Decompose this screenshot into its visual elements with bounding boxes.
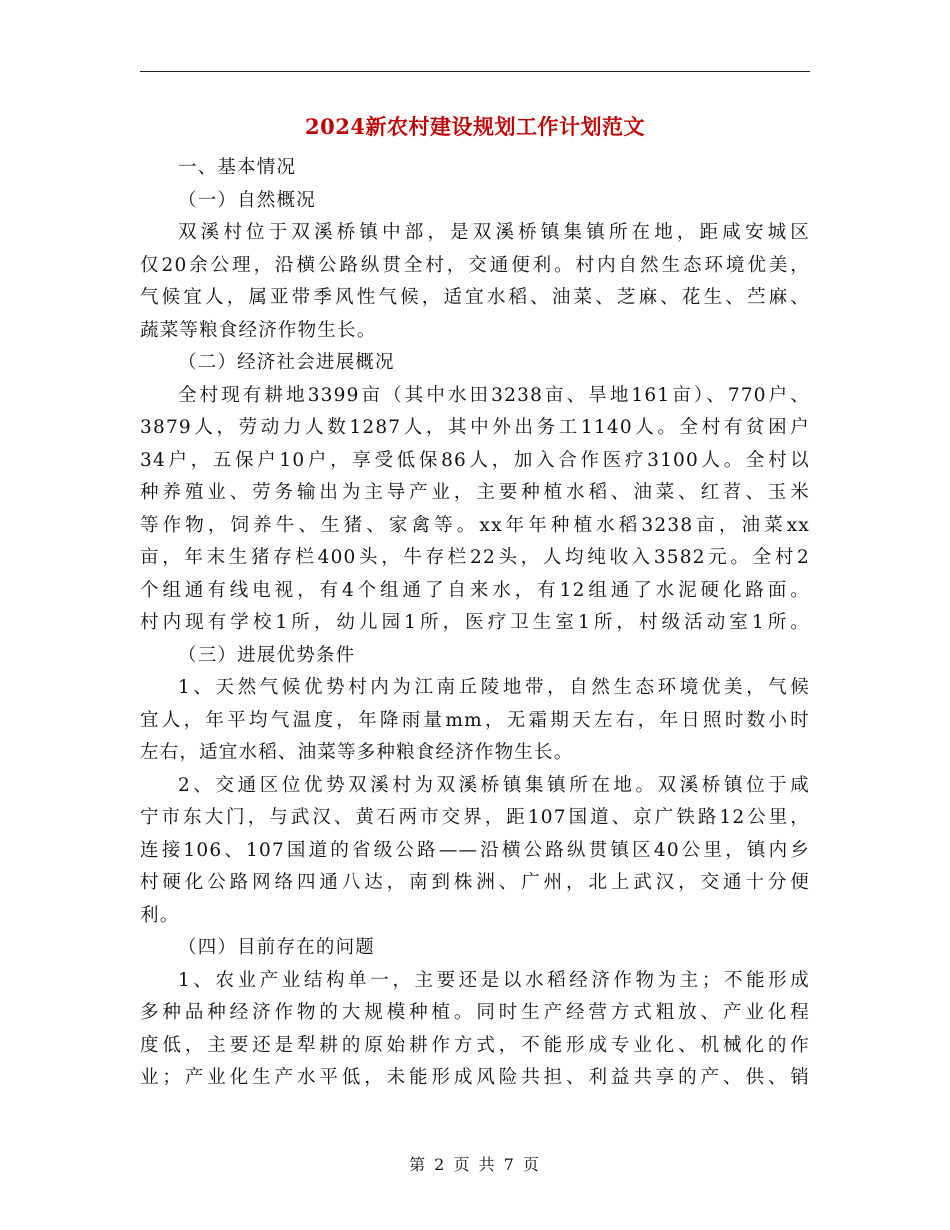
text-line: 双溪村位于双溪桥镇中部，是双溪桥镇集镇所在地，距咸安城区 [178, 222, 810, 243]
page-footer: 第 2 页 共 7 页 [409, 1155, 541, 1174]
text-line: （三）进展优势条件 [178, 644, 356, 666]
document-title: 2024新农村建设规划工作计划范文 [305, 114, 645, 139]
text-line: 蔬菜等粮食经济作物生长。 [140, 319, 377, 341]
text-line: （四）目前存在的问题 [178, 937, 376, 958]
text-line: 气候宜人，属亚带季风性气候，适宜水稻、油菜、芝麻、花生、苎麻、 [140, 287, 810, 308]
text-line: 1、天然气候优势村内为江南丘陵地带，自然生态环境优美，气候 [178, 677, 810, 698]
text-line: 1、农业产业结构单一，主要还是以水稻经济作物为主；不能形成 [178, 969, 810, 991]
text-line: 全村现有耕地3399亩（其中水田3238亩、旱地161亩）、770户、 [178, 384, 810, 406]
header-rule [140, 71, 810, 72]
text-line: 村内现有学校1所，幼儿园1所，医疗卫生室1所，村级活动室1所。 [140, 612, 810, 633]
text-line: （一）自然概况 [178, 189, 316, 211]
text-line: 亩，年末生猪存栏400头，牛存栏22头，人均纯收入3582元。全村2 [140, 547, 810, 568]
text-line: 度低，主要还是犁耕的原始耕作方式，不能形成专业化、机械化的作 [140, 1034, 810, 1056]
text-line: 3879人，劳动力人数1287人，其中外出务工1140人。全村有贫困户 [140, 417, 810, 438]
text-line: 种养殖业、劳务输出为主导产业，主要种植水稻、油菜、红苕、玉米 [140, 482, 810, 503]
text-line: 连接106、107国道的省级公路——沿横公路纵贯镇区40公里，镇内乡 [140, 839, 810, 861]
text-line: 宁市东大门，与武汉、黄石两市交界，距107国道、京广铁路12公里， [140, 807, 810, 828]
text-line: 利。 [140, 904, 180, 926]
text-line: 2、交通区位优势双溪村为双溪桥镇集镇所在地。双溪桥镇位于咸 [178, 774, 810, 796]
text-line: 左右，适宜水稻、油菜等多种粮食经济作物生长。 [140, 742, 574, 763]
text-line: 个组通有线电视，有4个组通了自来水，有12组通了水泥硬化路面。 [140, 579, 810, 601]
text-line: 一、基本情况 [178, 157, 297, 178]
text-line: 等作物，饲养牛、生猪、家禽等。xx年年种植水稻3238亩，油菜xx [140, 514, 810, 536]
text-line: 宜人，年平均气温度，年降雨量mm，无霜期天左右，年日照时数小时 [140, 709, 810, 731]
text-line: 业；产业化生产水平低，未能形成风险共担、利益共享的产、供、销 [140, 1067, 810, 1088]
text-line: 多种品种经济作物的大规模种植。同时生产经营方式粗放、产业化程 [140, 1002, 810, 1023]
text-line: （二）经济社会进展概况 [178, 352, 395, 373]
text-line: 村硬化公路网络四通八达，南到株洲、广州，北上武汉，交通十分便 [140, 872, 810, 893]
document-body [140, 152, 810, 1095]
text-line: 仅20余公理，沿横公路纵贯全村，交通便利。村内自然生态环境优美， [140, 254, 810, 276]
text-line: 34户，五保户10户，享受低保86人，加入合作医疗3100人。全村以 [140, 449, 810, 471]
